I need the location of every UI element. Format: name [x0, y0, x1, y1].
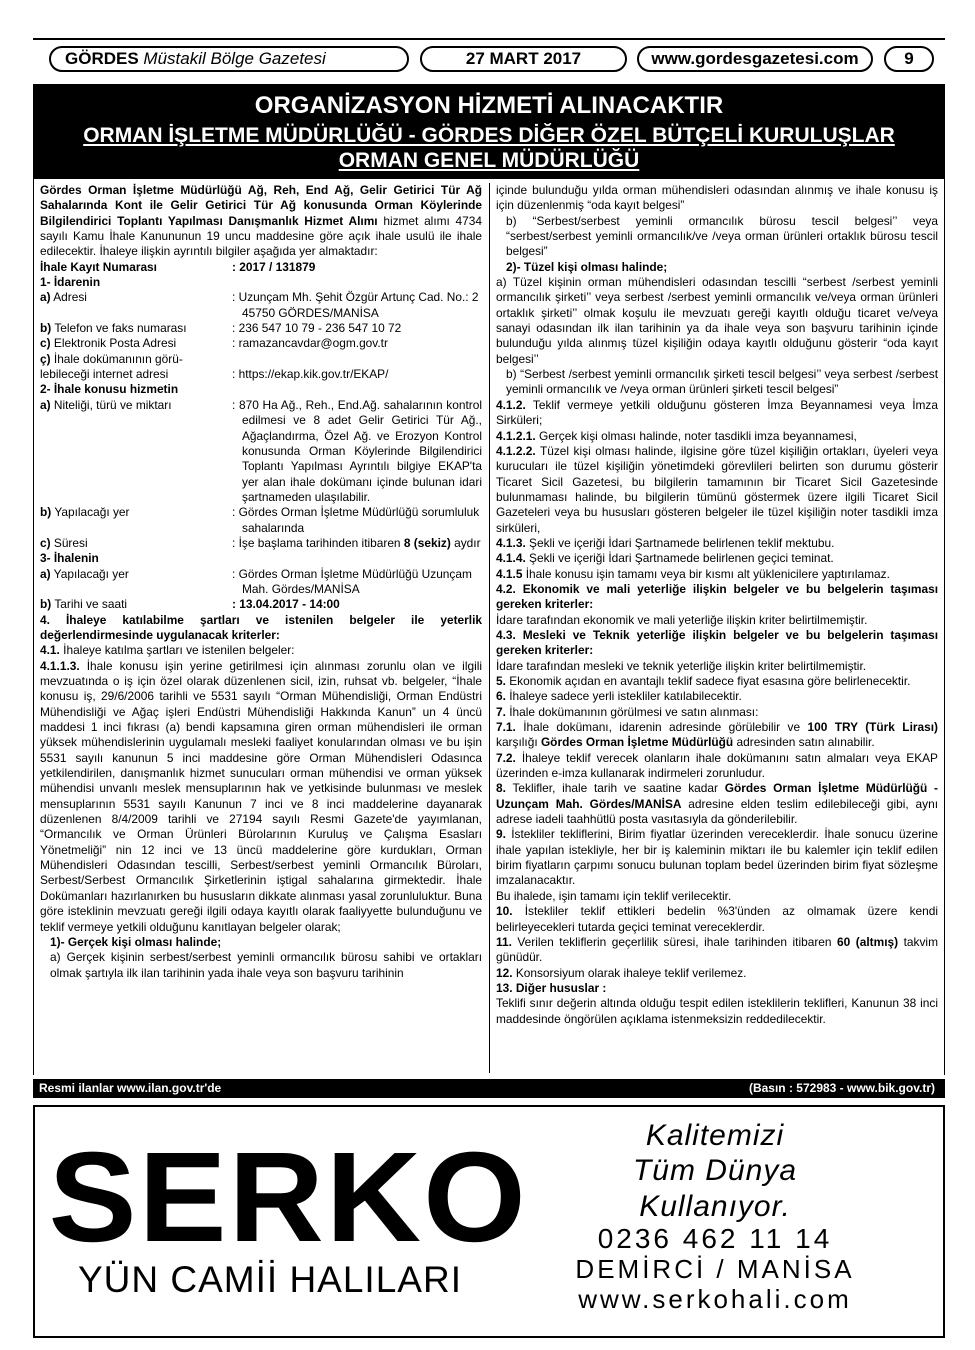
- ikn-value: : 2017 / 131879: [232, 259, 316, 274]
- intro-rest: hizmet alımı 4734 sayılı Kamu İhale Kanununun 19 uncu maddesine göre açık ihale usulü ile ihale edilecektir. İhaleye ilişkin ayrıntılı bilgiler aşağıda yer almaktadır:: [40, 213, 483, 259]
- n412: 4.1.2. Teklif vermeye yetkili olduğunu gösteren İmza Beyannamesi veya İmza Sirküleri;: [496, 397, 938, 428]
- n42-text: İdare tarafından ekonomik ve mali yeterliğe ilişkin kriter belirtilmemiştir.: [496, 612, 868, 627]
- column-divider: [489, 183, 490, 1073]
- s3b-value: : 13.04.2017 - 14:00: [232, 597, 340, 612]
- issue-date: 27 MART 2017: [420, 46, 627, 72]
- basin-reference: (Basın : 572983 - www.bik.gov.tr): [748, 1081, 935, 1095]
- page-number: 9: [884, 46, 934, 72]
- legal-footer-bar: [33, 1079, 945, 1098]
- section-3-title: 3- İhalenin: [40, 551, 99, 566]
- n12: 12. Konsorsiyum olarak ihaleye teklif verilemez.: [496, 965, 747, 980]
- n4122: 4.1.2.2. Tüzel kişi olması halinde, ilgisine göre tüzel kişiliğin ortakları, üyeleri veya kurucuları ile tüzel kişiliğin yönetimdeki görevlileri belirten son durumu gösterir Ticaret Sicil Gazetesi, bu bilgilerin tamamının bir Ticaret Sicil Gazetesinde bulunmaması halinde, bu bilgilerin tümünü göstermek üzere ilgili Ticaret Sicil Gazeteleri veya bu hususları gösteren belgeler ile tüzel kişiliğin noter tasdikli imza sirküleri,: [496, 443, 938, 535]
- intro-bold: Gördes Orman İşletme Müdürlüğü Ağ, Reh, End Ağ, Gelir Getirici Tür Ağ Sahalarında Kont ile Gelir Getirici Tür Ağ konusunda Orman Köylerinde Bilgilendirici Toplantı Yapılması Danışmanlık Hizmet Alımı: [40, 183, 482, 228]
- gercek-kisi-title: 1)- Gerçek kişi olması halinde;: [50, 934, 222, 949]
- ikn-row: [40, 260, 482, 275]
- s2c-row: c) Süresi : İşe başlama tarihinden itibaren 8 (sekiz) aydır: [40, 535, 481, 550]
- s1c-email[interactable]: : ramazancavdar@ogm.gov.tr: [232, 336, 388, 351]
- n43-title: 4.3. Mesleki ve Teknik yeterliğe ilişkin belgeler ve bu belgelerin taşıması gereken kriterler:: [496, 627, 938, 658]
- n7: 7. İhale dokümanının görülmesi ve satın alınması:: [496, 704, 759, 719]
- section-1-title: 1- İdarenin: [40, 275, 101, 290]
- cont-b-paragraph: b) “Serbest/serbest yeminli ormancılık bürosu tescil belgesi’’ veya “serbest/serbest yeminli ormancılık/ve /veya orman ürünleri ortaklık bürosu tescil belgesi”: [506, 213, 938, 259]
- n13-title: 13. Diğer hususlar :: [496, 980, 607, 995]
- s1d-label2: lebileceği internet adresi: [40, 367, 169, 382]
- n71: 7.1. İhale dokümanı, idarenin adresinde görülebilir ve 100 TRY (Türk Lirası) karşılığı Gördes Orman İşletme Müdürlüğü adresinden satın alınabilir.: [496, 720, 938, 750]
- s1b-value: : 236 547 10 79 - 236 547 10 72: [232, 321, 402, 336]
- s3a-value: : Gördes Orman İşletme Müdürlüğü Uzunçam Mah. Gördes/MANİSA: [232, 566, 472, 596]
- n9: 9. İstekliler tekliflerini, Birim fiyatlar üzerinden vereceklerdir. İhale sonucu üzerine ihale yapılan istekliyle, her bir iş kaleminin miktarı ile bu kalemler için teklif edilen birim fiyatların çarpımı sonucu bulunan toplam bedel üzerinden birim fiyat sözleşme imzalanacaktır.: [496, 827, 938, 888]
- gercek-kisi-a: a) Gerçek kişinin serbest/serbest yeminli ormancılık bürosu sahibi ve ortakları olmak şartıyla ilk ilan tarihinin yada ihale veya son başvuru tarihinin: [50, 950, 482, 980]
- notice-org-line1: ORMAN İŞLETME MÜDÜRLÜĞÜ - GÖRDES DİĞER ÖZEL BÜTÇELİ KURULUŞLAR: [83, 124, 895, 147]
- tuzel-b: b) “Serbest /serbest yeminli ormancılık şirketi tescil belgesi’’ veya serbest /serbest yeminli ormancılık ve /veya orman ürünleri şirketi tescil belgesi”: [506, 367, 938, 397]
- s1c-row: c) Elektronik Posta Adresi : ramazancavdar@ogm.gov.tr: [40, 336, 482, 351]
- ad-phone: 0236 462 11 14: [597, 1223, 833, 1254]
- s2a-value: : 870 Ha Ağ., Reh., End.Ağ. sahalarının kontrol edilmesi ve 8 adet Gelir Getirici Tür Ağ., Ağaçlandırma, Özel Ağ. ve Erozyon Kontrol konusunda Orman Köylerinde Bilgilendirici Toplantı Yapılması Ayrıntılı bilgiye EKAP'ta yer alan ihale dokümanı içinde bulunan idari şartnameden ulaşılabilir.: [232, 397, 482, 504]
- s1d-row: [40, 367, 482, 382]
- n8: 8. Teklifler, ihale tarih ve saatine kadar Gördes Orman İşletme Müdürlüğü - Uzunçam Mah. Gördes/MANİSA adresine elden teslim edilebileceği gibi, aynı adrese iadeli taahhütlü posta vasıtasıyla da gönderilebilir.: [496, 781, 939, 827]
- ad-location: DEMİRCİ / MANİSA: [575, 1254, 855, 1284]
- ad-slogan-line1: Kalitemizi: [645, 1119, 785, 1152]
- s3b-row: b) Tarihi ve saati : 13.04.2017 - 14:00: [40, 597, 482, 612]
- s2c-label: Süresi: [53, 535, 88, 550]
- paper-tagline: Müstakil Bölge Gazetesi: [143, 49, 326, 68]
- s1b-label: Telefon ve faks numarası: [54, 321, 187, 336]
- s4113-paragraph: 4.1.1.3. İhale konusu işin yerine getirilmesi için alınması zorunlu olan ve ilgili mevzuatında o iş için özel olarak düzenlenen sicil, izin, ruhsat vb. belgeler, “İhale konusu iş, 29/6/2006 tarihli ve 5531 sayılı “Orman Mühendisliği, Orman Endüstri Mühendisliği ve Ağaç işleri Endüstri Mühendisliği Hakkında Kanun” un 4 üncü maddesi 1 inci fıkrası (a) bendi kapsamına giren orman mühendisleri ile orman yüksek mühendislerinin uygulamalı mesleki faaliyet konularından olması ve bu işin 5531 sayılı kanunun 5 inci maddesine göre Orman Mühendisleri Odasınca yetkilendirilen, danışmanlık hizmet sunucuları orman mühendisi ve orman yüksek mühendisi unvanlı meslek mensuplarının hak ve yetkisinde bulunması ve meslek mensuplarının 5531 sayılı Kanunun 7 inci ve 8 inci maddelerine dayanarak düzenlenen 8/4/2009 tarihli ve 27194 sayılı Resmi Gazete'de yayımlanan, “Ormancılık ve Orman Ürünleri Bürolarının Kuruluş ve Çalışma Esasları Yönetmeliği” nin 12 inci ve 13 üncü maddelerine göre kurdukları, Orman Mühendisleri Odasından tescilli, Serbest/serbest yeminli Ormancılık Büroları, Serbest/Serbest Ormancılık Şirketlerinin iştigal sahalarına girmektedir. İhale Dokümanları hazırlanırken bu hususların dikkate alınması yasal zorunluluktur. Buna göre isteklinin mevzuatı gereği ilgili odaya kayıtlı olarak faaliyyette bulunduğunu ve teklif vermeye yetkili olduğunu kanıtlayan belgeler olarak;: [40, 658, 482, 934]
- s1d-url[interactable]: : https://ekap.kik.gov.tr/EKAP/: [232, 367, 389, 382]
- s3a-label: Yapılacağı yer: [53, 566, 129, 581]
- right-column: [496, 183, 938, 1027]
- s2a-label: Niteliği, türü ve miktarı: [53, 397, 172, 412]
- section-4-title: 4. İhaleye katılabilme şartları ve istenilen belgeler ile yeterlik değerlendirmesinde uygulanacak kriterler:: [40, 612, 482, 642]
- n13-text: Teklifi sınır değerin altında olduğu tespit edilen isteklilerin teklifleri, Kanunun 38 inci maddesinde öngörülen açıklama istenmeksizin reddedilecektir.: [496, 996, 938, 1026]
- n42-title: 4.2. Ekonomik ve mali yeterliğe ilişkin belgeler ve bu belgelerin taşıması gereken kriterler:: [496, 581, 938, 612]
- s2b-label: Yapılacağı yer: [54, 505, 130, 520]
- ilan-link[interactable]: Resmi ilanlar www.ilan.gov.tr'de: [39, 1081, 222, 1095]
- n413: 4.1.3. Şekli ve içeriği İdari Şartnamede belirlenen teklif mektubu.: [496, 535, 835, 550]
- ad-website[interactable]: www.serkohali.com: [578, 1284, 852, 1314]
- s1a-row: a) Adresi : Uzunçam Mh. Şehit Özgür Artunç Cad. No.: 2 45750 GÖRDES/MANİSA: [40, 290, 482, 321]
- s2b-row: b) Yapılacağı yer : Gördes Orman İşletme Müdürlüğü sorumluluk sahalarında: [40, 505, 482, 536]
- s1c-label: Elektronik Posta Adresi: [53, 336, 177, 351]
- paper-name: GÖRDES: [65, 49, 139, 68]
- n415: 4.1.5 İhale konusu işin tamamı veya bir kısmı alt yüklenicilere yaptırılamaz.: [496, 566, 890, 581]
- ad-slogan-line2: Tüm Dünya: [632, 1154, 798, 1187]
- s2b-value: : Gördes Orman İşletme Müdürlüğü sorumluluk sahalarında: [232, 505, 480, 535]
- tuzel-kisi-title: 2)- Tüzel kişi olması halinde;: [506, 259, 668, 274]
- tuzel-a: a) Tüzel kişinin orman mühendisleri odasından tescilli “serbest /serbest yeminli ormancılık şirketi’’ veya serbest /serbest yeminli ormancılık ve/veya orman ürünleri ortaklık şirketi’’ olmak koşulu ile mevzuatı gereği kayıtlı olduğu ticaret ve/veya sanayi odasından ilk ilan tarihinin ya da ihale veya son başvuru tarihinin içinde bulunduğu yılda alınmış tüzel kişiliğin odaya kayıtlı olduğunu gösterir “oda kayıt belgesi’’: [496, 275, 938, 366]
- paper-name-pill: [49, 46, 409, 72]
- s3b-label: Tarihi ve saati: [54, 597, 128, 612]
- s2c-value: : İşe başlama tarihinden itibaren 8 (sekiz) aydır: [232, 535, 481, 550]
- notice-title: ORGANİZASYON HİZMETİ ALINACAKTIR: [254, 92, 724, 119]
- n4121: 4.1.2.1. Gerçek kişi olması halinde, noter tasdikli imza beyannamesi,: [496, 428, 857, 443]
- website-link[interactable]: www.gordesgazetesi.com: [637, 46, 873, 72]
- s2a-row: a) Niteliği, türü ve miktarı : 870 Ha Ağ., Reh., End.Ağ. sahalarının kontrol edilmesi ve 8 adet Gelir Getirici Tür Ağ., Ağaçlandırma, Özel Ağ. ve Erozyon Kontrol konusunda Orman Köylerinde Bilgilendirici Toplantı Yapılması Ayrıntılı bilgiye EKAP'ta yer alan ihale dokümanı içinde bulunan idari şartnameden ulaşılabilir.: [40, 397, 482, 504]
- ad-slogan-line3: Kullanıyor.: [639, 1190, 791, 1223]
- n414: 4.1.4. Şekli ve içeriği İdari Şartnamede belirlenen geçici teminat.: [496, 551, 834, 566]
- ikn-label: İhale Kayıt Numarası: [40, 259, 157, 274]
- notice-title-band: [33, 84, 945, 179]
- cont-paragraph: içinde bulunduğu yılda orman mühendisleri odasından alınmış ve ihale konusu iş için düzenlenmiş “oda kayıt belgesi”: [496, 183, 938, 213]
- notice-org-line2: ORMAN GENEL MÜDÜRLÜĞÜ: [338, 149, 640, 172]
- ad-subtitle: YÜN CAMİİ HALILARI: [78, 1259, 462, 1300]
- s1a-label: Adresi: [53, 290, 87, 305]
- ad-brand: SERKO: [48, 1126, 528, 1269]
- n11: 11. Verilen tekliflerin geçerlilik süresi, ihale tarihinden itibaren 60 (altmış) takvim günüdür.: [496, 934, 938, 965]
- n6: 6. İhaleye sadece yerli istekliler katılabilecektir.: [496, 689, 742, 704]
- s1d-label-line: ç) İhale dokümanının görü-: [40, 351, 183, 366]
- n72: 7.2. İhaleye teklif verecek olanların ihale dokümanını satın almaları veya EKAP üzerinden e-imza kullanarak indirmeleri zorunludur.: [496, 750, 938, 781]
- s1a-value: : Uzunçam Mh. Şehit Özgür Artunç Cad. No.: 2 45750 GÖRDES/MANİSA: [232, 290, 479, 320]
- s1b-row: b) Telefon ve faks numarası : 236 547 10 79 - 236 547 10 72: [40, 321, 482, 336]
- n43-text: İdare tarafından mesleki ve teknik yeterliğe ilişkin kriter belirtilmemiştir.: [496, 658, 867, 673]
- s3a-row: a) Yapılacağı yer : Gördes Orman İşletme Müdürlüğü Uzunçam Mah. Gördes/MANİSA: [40, 567, 482, 598]
- n9b: Bu ihalede, işin tamamı için teklif verilecektir.: [496, 888, 732, 903]
- n5: 5. Ekonomik açıdan en avantajlı teklif sadece fiyat esasına göre belirlenecektir.: [496, 674, 911, 688]
- left-column: [40, 183, 482, 981]
- n10: 10. İstekliler teklif ettikleri bedelin %3'ünden az olmamak üzere kendi belirleyecekleri tutarda geçici teminat vereceklerdir.: [496, 904, 938, 934]
- s41-paragraph: 4.1. İhaleye katılma şartları ve istenilen belgeler:: [40, 643, 295, 658]
- intro-paragraph: [40, 183, 482, 260]
- section-2-title: 2- İhale konusu hizmetin: [40, 382, 179, 397]
- s1d-label1: İhale dokümanının görü-: [53, 351, 183, 366]
